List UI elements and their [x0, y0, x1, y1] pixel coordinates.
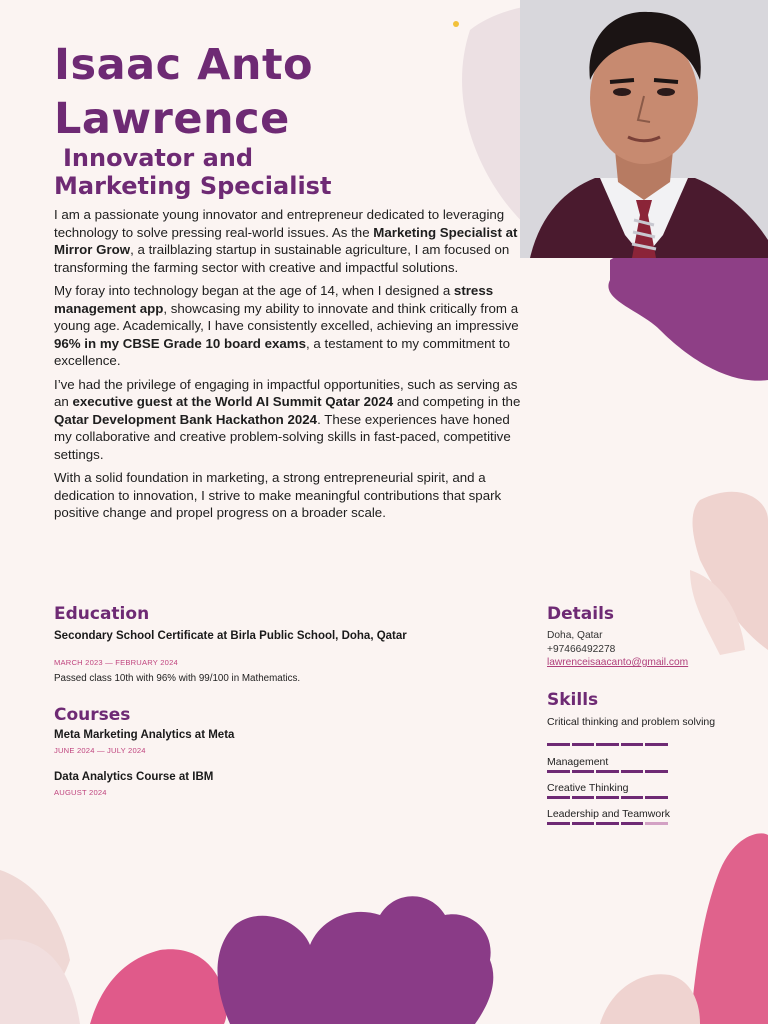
- skill-level-segment: [547, 743, 570, 746]
- skill-level-segment: [621, 770, 644, 773]
- email-link[interactable]: lawrenceisaacanto@gmail.com: [547, 657, 689, 668]
- course-item-date: AUGUST 2024: [54, 788, 107, 797]
- yellow-dot: [453, 21, 459, 27]
- about-paragraph-3: [54, 376, 524, 464]
- skill-level-bar: [547, 743, 668, 746]
- job-title-line-1: Innovator and: [63, 144, 254, 172]
- name-line-2: Lawrence: [54, 94, 290, 144]
- skill-level-segment: [621, 743, 644, 746]
- skill-level-segment: [621, 796, 644, 799]
- skill-level-segment: [645, 770, 668, 773]
- light-leaf-bottom-right: [600, 974, 700, 1024]
- details-heading: Details: [547, 604, 615, 624]
- education-item-title: Secondary School Certificate at Birla Public School, Doha, Qatar: [54, 630, 407, 642]
- phone-text: +97466492278: [547, 644, 616, 655]
- bold-text: stress management app: [54, 283, 494, 316]
- course-item-title: Meta Marketing Analytics at Meta: [54, 729, 235, 741]
- skill-level-segment: [645, 796, 668, 799]
- bold-text: executive guest at the World AI Summit Qatar 2024: [72, 394, 394, 409]
- text-run: , a testament to my commitment to excellence.: [54, 335, 510, 368]
- skill-level-segment: [596, 743, 619, 746]
- purple-blob-right: [608, 242, 768, 381]
- skill-level-segment: [547, 796, 570, 799]
- about-paragraph-2: [54, 282, 524, 370]
- about-paragraph-1: [54, 206, 524, 276]
- courses-heading: Courses: [54, 705, 131, 725]
- bold-text: Marketing Specialist at Mirror Grow: [54, 224, 518, 257]
- location-text: Doha, Qatar: [547, 630, 603, 641]
- skill-name: Creative Thinking: [547, 782, 629, 794]
- skill-level-segment: [596, 796, 619, 799]
- course-item-title: Data Analytics Course at IBM: [54, 771, 214, 783]
- pink-leaf-bottom-left: [90, 949, 227, 1024]
- text-run: and competing in the: [393, 394, 521, 409]
- about-paragraph-4: [54, 469, 524, 522]
- skill-level-segment: [547, 770, 570, 773]
- skill-level-segment: [572, 796, 595, 799]
- education-heading: Education: [54, 604, 150, 624]
- profile-photo: [520, 0, 768, 258]
- skill-level-bar: [547, 822, 668, 825]
- skill-level-segment: [572, 743, 595, 746]
- job-title-line-2: Marketing Specialist: [54, 172, 332, 200]
- skill-level-bar: [547, 796, 668, 799]
- skill-level-segment: [621, 822, 644, 825]
- text-run: I’ve had the privilege of engaging in impactful opportunities, such as serving as an: [54, 376, 518, 409]
- name-line-1: Isaac Anto: [54, 40, 314, 90]
- text-run: With a solid foundation in marketing, a strong entrepreneurial spirit, and a dedication to innovation, I strive to make meaningful contributions that spark positive change and propel progress on a broader scale.: [54, 470, 502, 520]
- education-item-description: Passed class 10th with 96% with 99/100 in Mathematics.: [54, 673, 301, 684]
- skill-level-segment: [596, 770, 619, 773]
- skill-name: Critical thinking and problem solving: [547, 716, 716, 728]
- skill-level-segment: [547, 822, 570, 825]
- about-section: [54, 206, 524, 528]
- course-item-date: JUNE 2024 — JULY 2024: [54, 746, 146, 755]
- skills-heading: Skills: [547, 690, 599, 710]
- bold-text: 96% in my CBSE Grade 10 board exams: [54, 335, 307, 351]
- skill-level-bar: [547, 770, 668, 773]
- skill-level-segment: [596, 822, 619, 825]
- job-title: [54, 144, 331, 200]
- skill-level-segment: [572, 822, 595, 825]
- purple-leaf-bottom: [218, 896, 494, 1024]
- text-run: , a trailblazing startup in sustainable agriculture, I am focused on transforming the farming sector with creative and impactful solutions.: [54, 242, 510, 275]
- text-run: , showcasing my ability to innovate and think critically from a young age. Academically, I have consistently excelled, achieving an impressive: [54, 300, 519, 333]
- text-run: My foray into technology began at the age of 14, when I designed a: [54, 283, 454, 298]
- pink-blob-bottom-right: [690, 833, 768, 1024]
- text-run: I am a passionate young innovator and entrepreneur dedicated to leveraging technology to solve pressing real-world issues. As the: [54, 207, 505, 240]
- skill-level-segment: [645, 822, 668, 825]
- person-name: [54, 38, 313, 146]
- skill-name: Leadership and Teamwork: [547, 808, 670, 820]
- skill-level-segment: [572, 770, 595, 773]
- skill-level-segment: [645, 743, 668, 746]
- bold-text: Qatar Development Bank Hackathon 2024: [54, 411, 318, 427]
- skill-name: Management: [547, 756, 609, 768]
- text-run: . These experiences have honed my collaborative and creative problem-solving skills in fast-paced, competitive settings.: [54, 411, 511, 462]
- education-item-date: MARCH 2023 — FEBRUARY 2024: [54, 658, 178, 667]
